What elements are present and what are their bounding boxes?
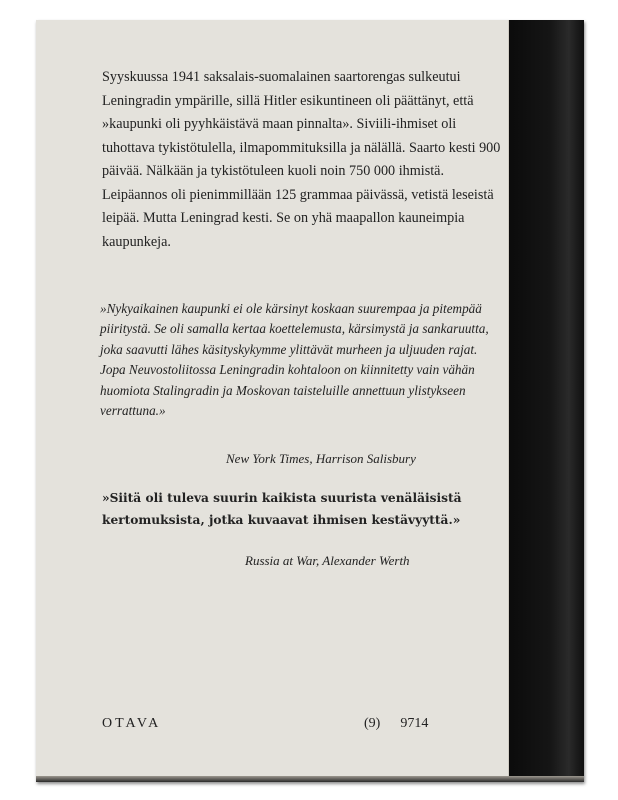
blurb-summary: Syyskuussa 1941 saksalais-suomalainen saartorengas sulkeutui Leningradin ympärille, sillä Hitler esikuntineen oli päättänyt, että »kaupunki oli pyyhkäistävä maan pinnalta». Siviili-ihmiset oli tuhottava tykistötulella, ilmapommituksilla ja nälällä. Saarto kesti 900 päivää. Nälkään ja tykistötuleen kuoli noin 750 000 ihmistä. Leipäannos oli pienimmillään 125 grammaa päivässä, vetistä leseistä leipää. Mutta Leningrad kesti. Se on yhä maapallon kauneimpia kaupunkeja. <box>102 69 501 250</box>
spine-edge <box>508 20 584 782</box>
review-quote-nyt: »Nykyaikainen kaupunki ei ole kärsinyt koskaan suurempaa ja pitempää piiritystä. Se oli samalla kertaa koettelemusta, kärsimystä ja sankaruutta, joka saavutti lähes käsityskykymme ylittävät murheen ja uljuuden rajat. Jopa Neuvostoliitossa Leningradin kohtaloon on kiinnitetty vain vähän huomiota Stalingradin ja Moskovan taisteluille annettuun ylistykseen verrattuna.» <box>100 301 489 419</box>
review-quote-werth: »Siitä oli tuleva suurin kaikista suurista venäläisistä kertomuksista, jotka kuvaavat ihmisen kestävyyttä.» <box>102 491 462 527</box>
catalog-code <box>364 716 428 732</box>
review-source-werth: Russia at War, Alexander Werth <box>245 553 410 568</box>
publisher-name: OTAVA <box>102 716 162 731</box>
review-source-nyt: New York Times, Harrison Salisbury <box>226 451 416 466</box>
book-code: 9714 <box>400 716 429 731</box>
series-code: (9) <box>364 716 381 731</box>
book-bottom-edge <box>36 776 584 782</box>
